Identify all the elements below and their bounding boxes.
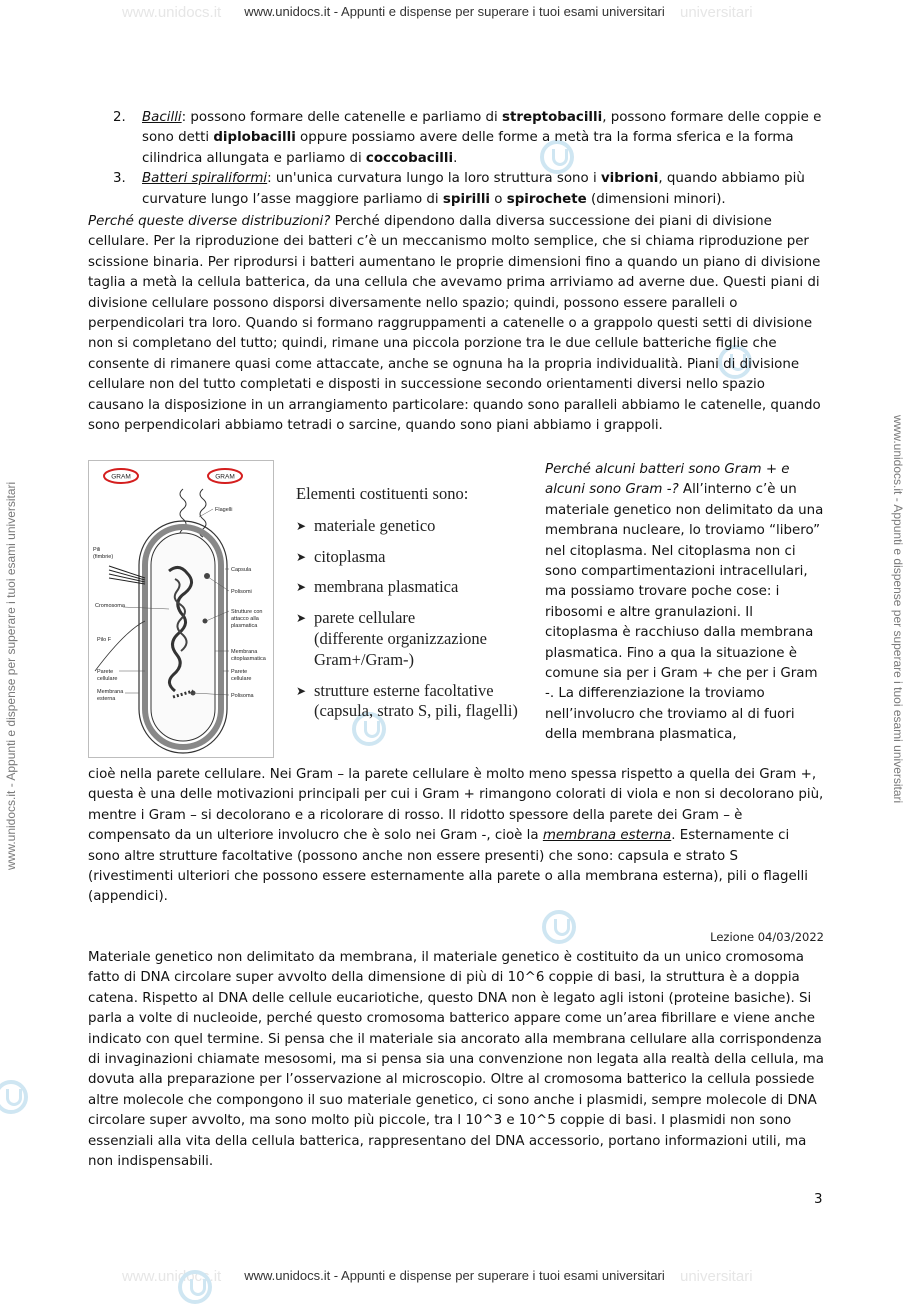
label-pilo: Pilo F — [97, 637, 112, 643]
bold-term: spirilli — [442, 191, 491, 207]
text-run: o — [490, 191, 507, 207]
slide-item-text: parete cellulare — [314, 608, 416, 628]
text-run: (dimensioni minori). — [586, 191, 726, 207]
slide-item — [296, 608, 544, 670]
gram-right-label: GRAM — [215, 473, 235, 481]
list-item — [88, 169, 824, 210]
gram-left-label: GRAM — [111, 473, 131, 481]
slide-item-text: membrana plasmatica — [314, 577, 459, 597]
paragraph-text: All’interno c’è un materiale genetico non delimitato da una membrana nucleare, lo troviamo “libero” nel citoplasma. Nel citoplasma non ci sono compartimentazioni intracellulari, ma possiamo trovare poche cose: i ribosomi e altre granulazioni. Il citoplasma è racchiuso dalla membrana plasmatica. Fino a qua la situazione è comune sia per i Gram + che per i Gram -. La differenziazione la troviamo nell’involucro che troviamo al di fuori della membrana plasmatica, — [545, 482, 824, 743]
label-membrana-est: Membrana — [97, 689, 124, 695]
bold-term: vibrioni — [600, 171, 659, 187]
underlined-term: membrana esterna — [542, 828, 672, 844]
bold-term: coccobacilli — [365, 150, 454, 166]
label-strutture: attacco alla — [231, 616, 259, 622]
ghost-watermark-bottom-left: www.unidocs.it — [122, 1268, 222, 1285]
plasma-membrane — [151, 533, 215, 741]
slide-item-text: citoplasma — [314, 546, 386, 566]
text-run: : un'unica curvatura lungo la loro struttura sono i — [267, 171, 601, 187]
bacterium-diagram — [88, 460, 274, 758]
paragraph-text: cioè nella parete cellulare. Nei Gram – la parete cellulare è molto meno spessa rispetto a quella dei Gram +, questa è una delle motivazioni principali per cui i Gram + rimangono colorati di viola e non si decolorano più, mentre i Gram – si decolorano e a ricolorare di rosso. Il ridotto spessore della parete dei Gram – è compensato da un ulteriore involucro che è solo nei Gram -, cioè la — [88, 767, 824, 844]
ribosome — [204, 573, 210, 579]
label-membrana-pl: Membrana — [231, 649, 258, 655]
term: Batteri spiraliformi — [142, 171, 268, 187]
ghost-logo-icon — [542, 910, 576, 944]
label-fimbrie: (fimbrie) — [93, 554, 114, 560]
label-polisomi: Polisomi — [231, 589, 252, 595]
ghost-watermark-top-right: universitari — [680, 4, 753, 21]
slide-item — [296, 547, 544, 568]
label-parete: cellulare — [231, 676, 252, 682]
ghost-watermark-top-left: www.unidocs.it — [122, 4, 222, 21]
text-run: , quando abbiamo più curvature lungo l’asse maggiore parliamo di — [142, 171, 805, 207]
text-run: : possono formare delle catenelle e parliamo di — [181, 110, 503, 125]
slide-item — [296, 681, 544, 723]
lesson-date: Lezione 04/03/2022 — [710, 930, 824, 944]
label-parete: Parete — [231, 669, 248, 675]
label-pili: Pili — [93, 547, 101, 553]
numbered-list — [88, 108, 824, 210]
arrow-bullet-icon: ➤ — [296, 683, 307, 698]
text-run: oppure possiamo avere delle forme a metà tra la forma sferica e la forma cilindrica allungata e parliamo di — [142, 130, 794, 166]
label-cromosoma: Cromosoma — [95, 603, 125, 609]
question-lead: Perché queste diverse distribuzioni? — [88, 214, 331, 229]
arrow-bullet-icon: ➤ — [296, 611, 307, 626]
bold-term: spirochete — [506, 191, 587, 207]
label-capsula: Capsula — [231, 567, 252, 573]
slide-item-text: materiale genetico — [314, 515, 436, 535]
page-number: 3 — [814, 1192, 823, 1207]
watermark-right: www.unidocs.it - Appunti e dispense per superare i tuoi esami universitari — [891, 415, 905, 804]
term: Bacilli — [142, 110, 182, 125]
paragraph — [88, 212, 824, 436]
label-flagelli: Flagelli — [215, 507, 233, 513]
paragraph-text: Materiale genetico non delimitato da membrana, il materiale genetico è costituito da un unico cromosoma fatto di DNA circolare super avvolto della dimensione di più di 10^6 coppie di basi, la struttura è a doppia catena. Rispetto al DNA delle cellule eucariotiche, questo DNA non è legato agli istoni (proteine basiche). Si parla a volte di nucleoide, perché questo cromosoma batterico appare come un’area fibrillare e viene anche indicato con quel termine. Si pensa che il materiale sia ancorato alla membrana cellulare alla corrispondenza di invaginazioni chiamate mesosomi, ma si pensa sia una convenzione non legata alla realtà della cellula, ma dovuta alla preparazione per l’osservazione al microscopio. Oltre al cromosoma batterico la cellula possiede altre molecole che compongono il suo materiale genetico, ci sono anche i plasmidi, sempre molecole di DNA circolare super avvolto, ma sono molto più piccole, tra l 10^3 e 10^5 coppie di basi. I plasmidi non sono essenziali alla vita della cellula batterica, rappresentano del DNA accessorio, portano informazioni utili, ma non indispensabili. — [88, 950, 824, 1170]
label-parete: cellulare — [97, 676, 118, 682]
watermark-top: www.unidocs.it - Appunti e dispense per superare i tuoi esami universitari — [244, 4, 665, 19]
paragraph — [88, 765, 824, 908]
slide-item-text: (differente organizzazione — [314, 628, 488, 648]
watermark-left: www.unidocs.it - Appunti e dispense per superare i tuoi esami universitari — [4, 481, 18, 870]
ghost-logo-icon — [0, 1080, 28, 1114]
list-number: 2. — [113, 110, 126, 125]
paragraph-text: Perché dipendono dalla diversa successione dei piani di divisione cellulare. Per la riproduzione dei batteri c’è un meccanismo molto semplice, che si chiama riproduzione per scissione binaria. Per riprodursi i batteri aumentano le proprie dimensioni fino a quando un piano di divisione taglia a metà la cellula batterica, da una cellula che avevamo prima arriviamo ad averne due. Questi piani di divisione cellulare possono disporsi diversamente nello spazio; quindi, possono essere paralleli o perpendicolari tra loro. Quando si formano raggruppamenti a catenelle o a grappolo questi setti di divisione non si completano del tutto; quindi, rimane una piccola porzione tra le due cellule batteriche figlie che consente di rimanere quasi come attaccate, anche se ognuna ha la propria individualità. Piani di divisione cellulare non del tutto completati e disposti in successione secondo orientamenti diversi nello spazio causano la disposizione in un arrangiamento particolare: quando sono paralleli abbiamo le catenelle, quando sono perpendicolari abbiamo tetradi o sarcine, quando sono piani abbiamo i grappoli. — [88, 214, 821, 434]
pili — [109, 566, 145, 584]
slide-item-text: (capsula, strato S, pili, flagelli) — [314, 701, 518, 721]
question-lead: Perché alcuni batteri sono Gram + e alcuni sono Gram -? — [545, 462, 790, 498]
ghost-watermark-bottom-right: universitari — [680, 1268, 753, 1285]
slide-item — [296, 516, 544, 537]
list-number: 3. — [113, 171, 126, 187]
label-parete: Parete — [97, 669, 114, 675]
ribosome — [203, 619, 208, 624]
label-strutture: plasmatica — [231, 623, 258, 629]
bold-term: diplobacilli — [213, 130, 296, 146]
ghost-logo-icon — [178, 1270, 212, 1304]
label-membrana-est: esterna — [97, 696, 116, 702]
paragraph-text: . Esternamente ci sono altre strutture facoltative (possono anche non essere presenti) che sono: capsula e strato S (rivestimenti ulteriori che possono essere esternamente alla parete o alla membrana esterna), pili o flagelli (appendici). — [88, 828, 808, 905]
watermark-bottom: www.unidocs.it - Appunti e dispense per superare i tuoi esami universitari — [244, 1268, 665, 1283]
side-column-text — [545, 460, 825, 746]
arrow-bullet-icon: ➤ — [296, 549, 307, 564]
bold-term: streptobacilli — [502, 110, 603, 125]
slide-item-text: Gram+/Gram-) — [314, 649, 415, 669]
slide-item — [296, 577, 544, 598]
label-membrana-pl: citoplasmatica — [231, 656, 266, 662]
pilus-f — [95, 621, 145, 671]
slide-title: Elementi costituenti sono: — [296, 484, 469, 503]
paragraph — [88, 948, 824, 1172]
text-run: , possono formare delle coppie e sono detti — [142, 110, 822, 146]
label-polisoma: Polisoma — [231, 693, 254, 699]
label-strutture: Strutture con — [231, 609, 263, 615]
slide-item-text: strutture esterne facoltative — [314, 680, 494, 700]
arrow-bullet-icon: ➤ — [296, 580, 307, 595]
text-run: . — [453, 150, 458, 166]
arrow-bullet-icon: ➤ — [296, 518, 307, 533]
slide-box — [296, 484, 544, 732]
list-item — [88, 108, 824, 169]
